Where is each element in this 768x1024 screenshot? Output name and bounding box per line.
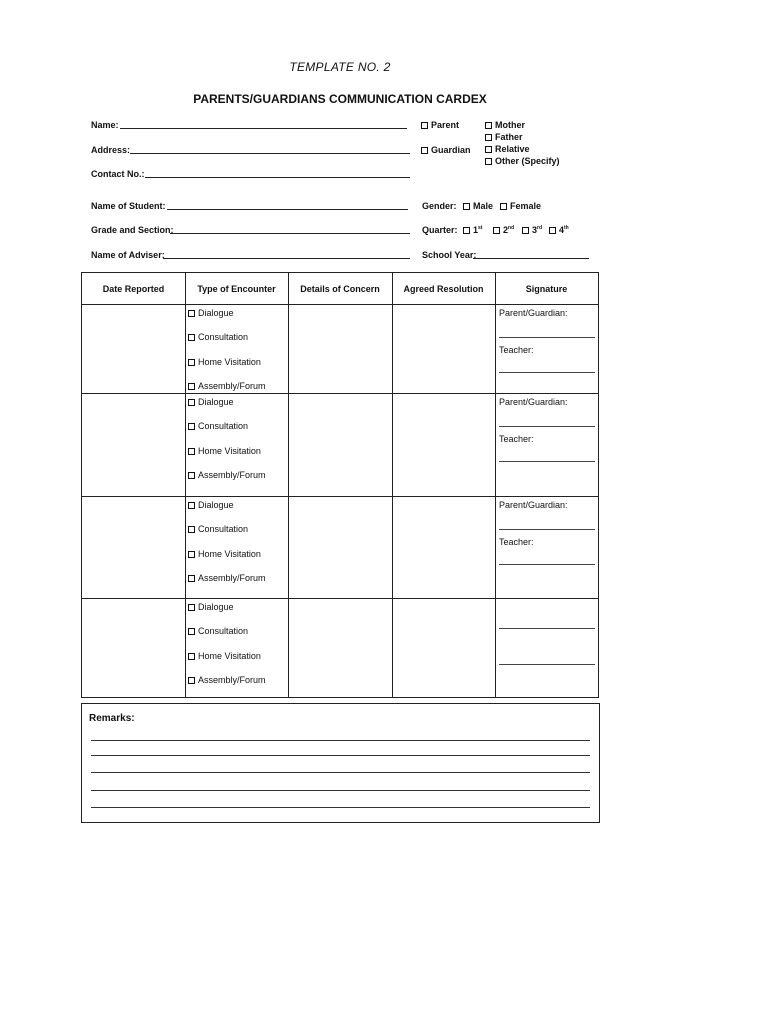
remarks-line[interactable]: [91, 740, 590, 741]
encounter-assembly-forum[interactable]: Assembly/Forum: [188, 675, 266, 685]
school-year-field[interactable]: [473, 258, 589, 259]
column-divider: [495, 273, 496, 697]
remarks-line[interactable]: [91, 772, 590, 773]
template-number: TEMPLATE NO. 2: [289, 60, 391, 74]
encounter-assembly-forum[interactable]: Assembly/Forum: [188, 381, 266, 391]
encounter-consultation[interactable]: Consultation: [188, 421, 248, 431]
row-divider: [82, 598, 598, 599]
row-divider: [82, 496, 598, 497]
column-divider: [185, 273, 186, 697]
encounter-consultation[interactable]: Consultation: [188, 524, 248, 534]
checkbox-icon: [500, 203, 507, 210]
checkbox-icon: [188, 472, 195, 479]
adviser-field[interactable]: [163, 258, 410, 259]
address-field[interactable]: [130, 153, 410, 154]
signature-line[interactable]: [499, 628, 595, 629]
communication-table: [81, 272, 599, 698]
signature-line[interactable]: [499, 461, 595, 462]
encounter-assembly-forum[interactable]: Assembly/Forum: [188, 470, 266, 480]
remarks-line[interactable]: [91, 790, 590, 791]
checkbox-icon: [188, 334, 195, 341]
signature-line[interactable]: [499, 337, 595, 338]
checkbox-icon: [188, 677, 195, 684]
checkbox-icon: [463, 227, 470, 234]
checkbox-icon: [188, 575, 195, 582]
checkbox-icon: [188, 653, 195, 660]
header-date-reported: Date Reported: [102, 283, 165, 294]
signature-teacher-label: Teacher:: [499, 434, 534, 444]
row-divider: [82, 304, 598, 305]
header-signature: Signature: [525, 283, 568, 294]
student-name-label: Name of Student:: [91, 201, 166, 211]
checkbox-icon: [188, 551, 195, 558]
header-agreed-resolution: Agreed Resolution: [403, 283, 484, 294]
mother-option[interactable]: Mother: [485, 120, 525, 130]
signature-teacher-label: Teacher:: [499, 537, 534, 547]
remarks-box: [81, 703, 600, 823]
encounter-home-visitation[interactable]: Home Visitation: [188, 651, 261, 661]
checkbox-icon: [188, 399, 195, 406]
male-option[interactable]: Male: [463, 201, 493, 211]
checkbox-icon: [549, 227, 556, 234]
row-divider: [82, 393, 598, 394]
encounter-consultation[interactable]: Consultation: [188, 626, 248, 636]
header-details-of-concern: Details of Concern: [300, 283, 380, 294]
checkbox-icon: [485, 122, 492, 129]
encounter-home-visitation[interactable]: Home Visitation: [188, 549, 261, 559]
parent-option[interactable]: Parent: [421, 120, 459, 130]
encounter-dialogue[interactable]: Dialogue: [188, 308, 234, 318]
checkbox-icon: [188, 448, 195, 455]
checkbox-icon: [485, 134, 492, 141]
signature-line[interactable]: [499, 426, 595, 427]
father-option[interactable]: Father: [485, 132, 523, 142]
checkbox-icon: [188, 383, 195, 390]
page-title: PARENTS/GUARDIANS COMMUNICATION CARDEX: [193, 92, 487, 106]
quarter-1-option[interactable]: 1st: [463, 225, 482, 235]
signature-parent-label: Parent/Guardian:: [499, 308, 568, 318]
header-type-of-encounter: Type of Encounter: [197, 283, 276, 294]
checkbox-icon: [493, 227, 500, 234]
encounter-home-visitation[interactable]: Home Visitation: [188, 446, 261, 456]
other-option[interactable]: Other (Specify): [485, 156, 560, 166]
checkbox-icon: [463, 203, 470, 210]
quarter-4-option[interactable]: 4th: [549, 225, 569, 235]
remarks-line[interactable]: [91, 807, 590, 808]
column-divider: [392, 273, 393, 697]
column-divider: [288, 273, 289, 697]
name-label: Name:: [91, 120, 119, 130]
checkbox-icon: [188, 628, 195, 635]
checkbox-icon: [188, 423, 195, 430]
guardian-option[interactable]: Guardian: [421, 145, 471, 155]
checkbox-icon: [188, 526, 195, 533]
signature-line[interactable]: [499, 372, 595, 373]
encounter-assembly-forum[interactable]: Assembly/Forum: [188, 573, 266, 583]
encounter-dialogue[interactable]: Dialogue: [188, 602, 234, 612]
signature-parent-label: Parent/Guardian:: [499, 500, 568, 510]
remarks-line[interactable]: [91, 755, 590, 756]
encounter-dialogue[interactable]: Dialogue: [188, 500, 234, 510]
address-label: Address:: [91, 145, 131, 155]
grade-section-field[interactable]: [170, 233, 410, 234]
quarter-3-option[interactable]: 3rd: [522, 225, 542, 235]
student-name-field[interactable]: [167, 209, 408, 210]
female-option[interactable]: Female: [500, 201, 541, 211]
checkbox-icon: [421, 147, 428, 154]
quarter-label: Quarter:: [422, 225, 458, 235]
signature-line[interactable]: [499, 529, 595, 530]
signature-teacher-label: Teacher:: [499, 345, 534, 355]
remarks-label: Remarks:: [89, 713, 135, 724]
name-field[interactable]: [120, 128, 407, 129]
encounter-home-visitation[interactable]: Home Visitation: [188, 357, 261, 367]
relative-option[interactable]: Relative: [485, 144, 530, 154]
checkbox-icon: [188, 604, 195, 611]
quarter-2-option[interactable]: 2nd: [493, 225, 514, 235]
checkbox-icon: [522, 227, 529, 234]
checkbox-icon: [188, 502, 195, 509]
checkbox-icon: [188, 310, 195, 317]
signature-line[interactable]: [499, 564, 595, 565]
grade-section-label: Grade and Section:: [91, 225, 174, 235]
checkbox-icon: [485, 158, 492, 165]
signature-line[interactable]: [499, 664, 595, 665]
encounter-dialogue[interactable]: Dialogue: [188, 397, 234, 407]
contact-label: Contact No.:: [91, 169, 145, 179]
school-year-label: School Year:: [422, 250, 477, 260]
adviser-label: Name of Adviser:: [91, 250, 165, 260]
gender-label: Gender:: [422, 201, 457, 211]
contact-field[interactable]: [145, 177, 410, 178]
checkbox-icon: [188, 359, 195, 366]
signature-parent-label: Parent/Guardian:: [499, 397, 568, 407]
checkbox-icon: [421, 122, 428, 129]
encounter-consultation[interactable]: Consultation: [188, 332, 248, 342]
checkbox-icon: [485, 146, 492, 153]
